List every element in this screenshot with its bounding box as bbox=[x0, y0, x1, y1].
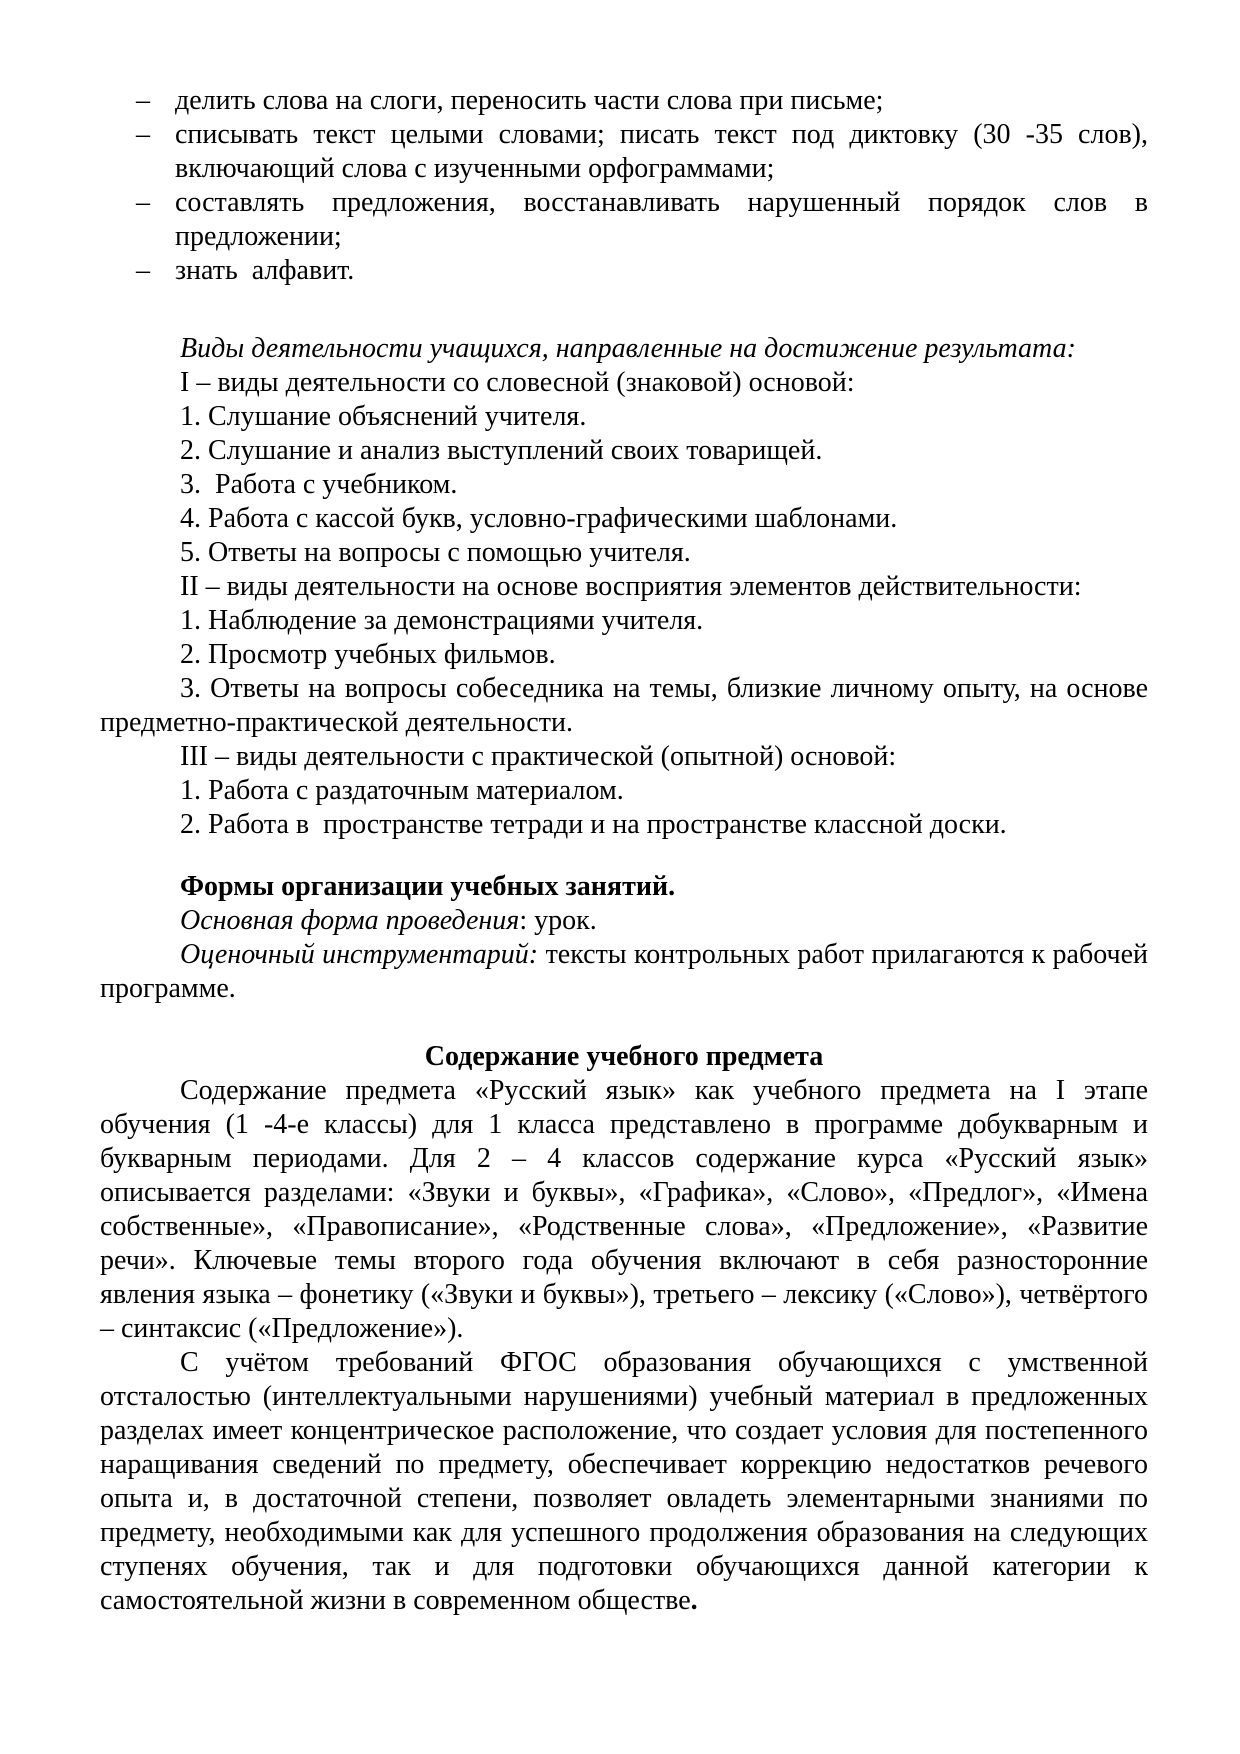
activity-line: 1. Работа с раздаточным материалом. bbox=[180, 775, 624, 806]
activity-line: 1. Слушание объяснений учителя. bbox=[180, 401, 587, 432]
activity-line: II – виды деятельности на основе восприятия элементов действительности: bbox=[180, 571, 1082, 602]
dash-marker: – bbox=[136, 187, 150, 218]
dash-marker: – bbox=[136, 119, 150, 150]
list-item-text: делить слова на слоги, переносить части слова при письме; bbox=[175, 85, 884, 116]
body-paragraph bbox=[100, 1346, 1148, 1618]
form-line-italic: Основная форма проведения bbox=[180, 905, 520, 936]
form-line bbox=[100, 904, 1148, 938]
form-line bbox=[100, 938, 1156, 1006]
activity-line: 3. Работа с учебником. bbox=[180, 469, 458, 500]
list-item-text: составлять предложения, восстанавливать нарушенный порядок слов в предложении; bbox=[175, 187, 1155, 252]
requirements-list bbox=[100, 84, 1155, 288]
forms-heading: Формы организации учебных занятий. bbox=[180, 871, 676, 902]
list-item-text: списывать текст целыми словами; писать текст под диктовку (30 -35 слов), включающий слова с изученными орфограммами; bbox=[175, 119, 1155, 184]
activity-line: 2. Слушание и анализ выступлений своих товарищей. bbox=[180, 435, 823, 466]
activities-block bbox=[100, 366, 1155, 842]
activity-line: 5. Ответы на вопросы с помощью учителя. bbox=[180, 537, 691, 568]
activities-heading: Виды деятельности учащихся, направленные на достижение результата: bbox=[180, 333, 1076, 364]
forms-block bbox=[100, 870, 1156, 1006]
form-line-italic: Оценочный инструментарий: bbox=[180, 939, 539, 970]
form-line-rest: тексты контрольных работ прилагаются к рабочей программе. bbox=[100, 939, 1156, 1004]
activity-line: III – виды деятельности с практической (опытной) основой: bbox=[180, 741, 897, 772]
list-item-text: знать алфавит. bbox=[175, 255, 355, 286]
activity-line: 2. Работа в пространстве тетради и на пространстве классной доски. bbox=[180, 809, 1007, 840]
activity-line: 2. Просмотр учебных фильмов. bbox=[180, 639, 556, 670]
dash-marker: – bbox=[136, 85, 150, 116]
activity-line: 1. Наблюдение за демонстрациями учителя. bbox=[180, 605, 704, 636]
section-title: Содержание учебного предмета bbox=[424, 1041, 824, 1072]
list-item bbox=[100, 254, 1148, 288]
body-paragraph: Содержание предмета «Русский язык» как учебного предмета на I этапе обучения (1 -4-е классы) для 1 класса представлено в программе добукварным и букварным периодами. Для 2 – 4 классов содержание курса «Русский язык» описывается разделами: «Звуки и буквы», «Графика», «Слово», «Предлог», «Имена собственные», «Правописание», «Родственные слова», «Предложение», «Развитие речи». Ключевые темы второго года обучения включают в себя разносторонние явления языка – фонетику («Звуки и буквы»), третьего – лексику («Слово»), четвёртого – синтаксис («Предложение»). bbox=[100, 1075, 1148, 1344]
list-item bbox=[100, 84, 1148, 118]
paragraph-text: С учётом требований ФГОС образования обучающихся с умственной отсталостью (интеллектуальными нарушениями) учебный материал в предложенных разделах имеет концентрическое расположение, что создает условия для постепенного наращивания сведений по предмету, обеспечивает коррекцию недостатков речевого опыта и, в достаточной степени, позволяет овладеть элементарными знаниями по предмету, необходимыми как для успешного продолжения образования на следующих ступенях обучения, так и для подготовки обучающихся данной категории к самостоятельной жизни в современном обществе bbox=[100, 1347, 1148, 1616]
activity-line: 4. Работа с кассой букв, условно-графическими шаблонами. bbox=[180, 503, 898, 534]
activity-line: I – виды деятельности со словесной (знаковой) основой: bbox=[180, 367, 855, 398]
paragraph-final-period: . bbox=[690, 1585, 698, 1616]
list-item bbox=[100, 118, 1155, 186]
list-item bbox=[100, 186, 1155, 254]
form-line-rest: : урок. bbox=[519, 905, 597, 936]
dash-marker: – bbox=[136, 255, 150, 286]
activity-line: 3. Ответы на вопросы собеседника на темы, близкие личному опыту, на основе предметно-практической деятельности. bbox=[100, 673, 1155, 738]
